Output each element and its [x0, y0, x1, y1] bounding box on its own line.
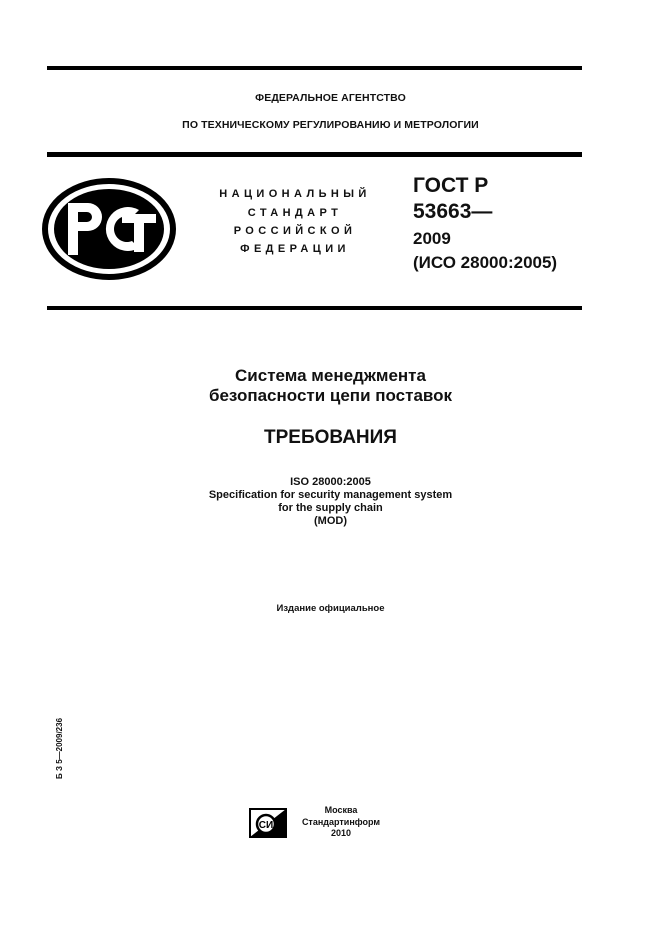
iso-line-1: ISO 28000:2005 — [290, 476, 371, 488]
national-standard-line-2: СТАНДАРТ — [247, 207, 343, 219]
national-standard-line-3: РОССИЙСКОЙ — [233, 225, 357, 237]
middle-rule — [47, 152, 582, 157]
agency-line-2: ПО ТЕХНИЧЕСКОМУ РЕГУЛИРОВАНИЮ И МЕТРОЛОГИИ — [182, 119, 479, 131]
title-line-2: безопасности цепи поставок — [208, 386, 453, 405]
svg-text:СИ: СИ — [258, 820, 274, 831]
publisher-block — [297, 805, 385, 840]
designation-line-1: ГОСТ Р — [413, 174, 489, 197]
publisher-city: Москва — [324, 805, 358, 815]
iso-line-2: Specification for security management system — [208, 489, 453, 501]
title-line-1: Система менеджмента — [235, 366, 426, 385]
standartinform-logo-icon — [249, 808, 287, 838]
designation-line-2: 53663— — [413, 200, 493, 223]
edition-label: Издание официальное — [276, 603, 385, 614]
national-standard-line-4: ФЕДЕРАЦИИ — [240, 243, 350, 255]
bottom-rule — [47, 306, 582, 310]
designation-line-4: (ИСО 28000:2005) — [413, 253, 558, 272]
document-subtitle: ТРЕБОВАНИЯ — [264, 427, 397, 448]
side-code: Б З 5—2009/236 — [55, 717, 64, 779]
iso-line-4: (MOD) — [314, 515, 347, 527]
publisher-name: Стандартинформ — [301, 816, 381, 827]
agency-line-1: ФЕДЕРАЛЬНОЕ АГЕНТСТВО — [255, 92, 406, 104]
iso-line-3: for the supply chain — [278, 502, 383, 514]
top-rule — [47, 66, 582, 70]
publisher-year: 2010 — [330, 828, 352, 838]
national-standard-line-1: НАЦИОНАЛЬНЫЙ — [219, 188, 371, 200]
designation-line-3: 2009 — [413, 229, 451, 248]
rst-logo-icon — [42, 178, 176, 280]
